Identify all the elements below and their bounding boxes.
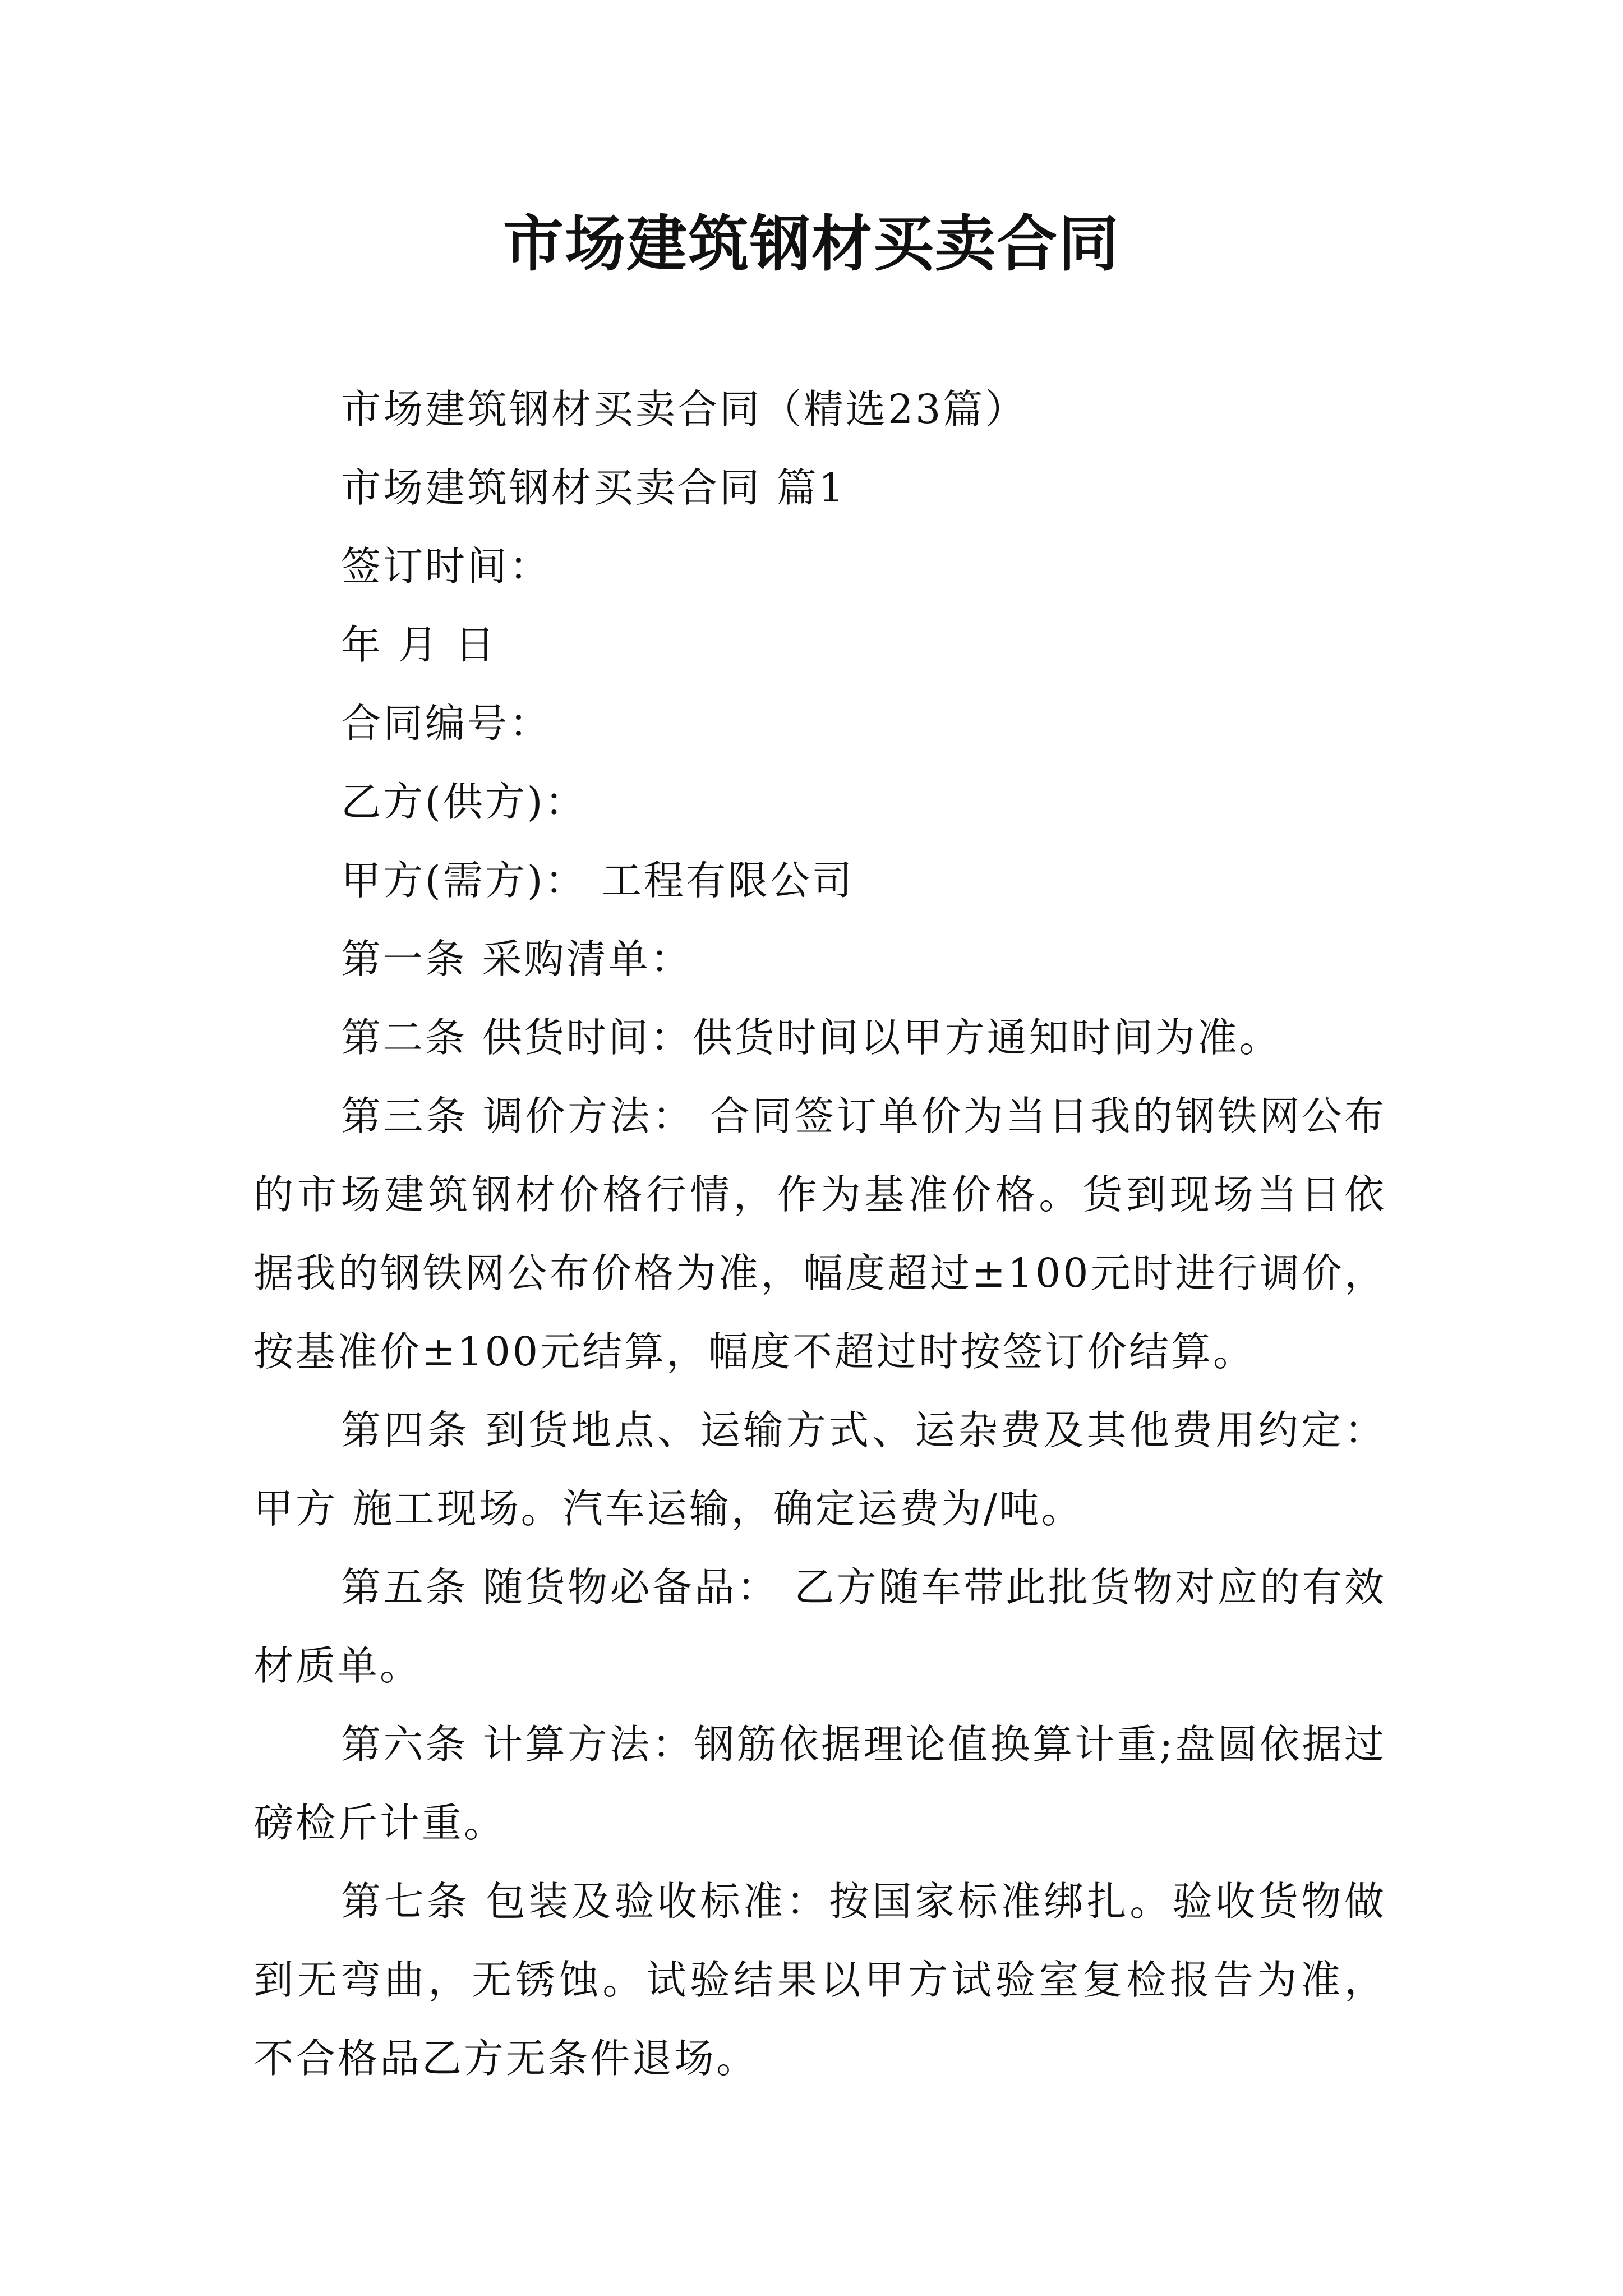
article-5: 第五条 随货物必备品： 乙方随车带此批货物对应的有效材质单。 [253,1564,1386,1689]
article-6: 第六条 计算方法：钢筋依据理论值换算计重;盘圆依据过磅检斤计重。 [253,1721,1386,1846]
article-1: 第一条 采购清单： [341,936,693,982]
article-2: 第二条 供货时间：供货时间以甲方通知时间为准。 [341,1014,1281,1061]
article-7: 第七条 包装及验收标准：按国家标准绑扎。验收货物做到无弯曲，无锈蚀。试验结果以甲方试验室复检报告为准，不合格品乙方无条件退场。 [253,1878,1386,2082]
contract-number-label: 合同编号： [341,700,552,747]
section-heading: 市场建筑钢材买卖合同 篇1 [341,464,846,511]
article-4: 第四条 到货地点、运输方式、运杂费及其他费用约定：甲方 施工现场。汽车运输，确定运费为/吨。 [253,1407,1386,1532]
document-body [253,370,1386,2098]
article-3: 第三条 调价方法： 合同签订单价为当日我的钢铁网公布的市场建筑钢材价格行情，作为基准价格。货到现场当日依据我的钢铁网公布价格为准，幅度超过±100元时进行调价，按基准价±100元结算，幅度不超过时按签订价结算。 [253,1093,1386,1375]
party-a-label: 甲方(需方)： 工程有限公司 [341,857,854,904]
date-placeholder: 年 月 日 [341,622,497,668]
sign-date-label: 签订时间： [341,543,552,590]
document-title: 市场建筑钢材买卖合同 [502,209,1120,279]
subtitle-line: 市场建筑钢材买卖合同（精选23篇） [341,386,1027,432]
party-b-label: 乙方(供方)： [341,779,587,825]
